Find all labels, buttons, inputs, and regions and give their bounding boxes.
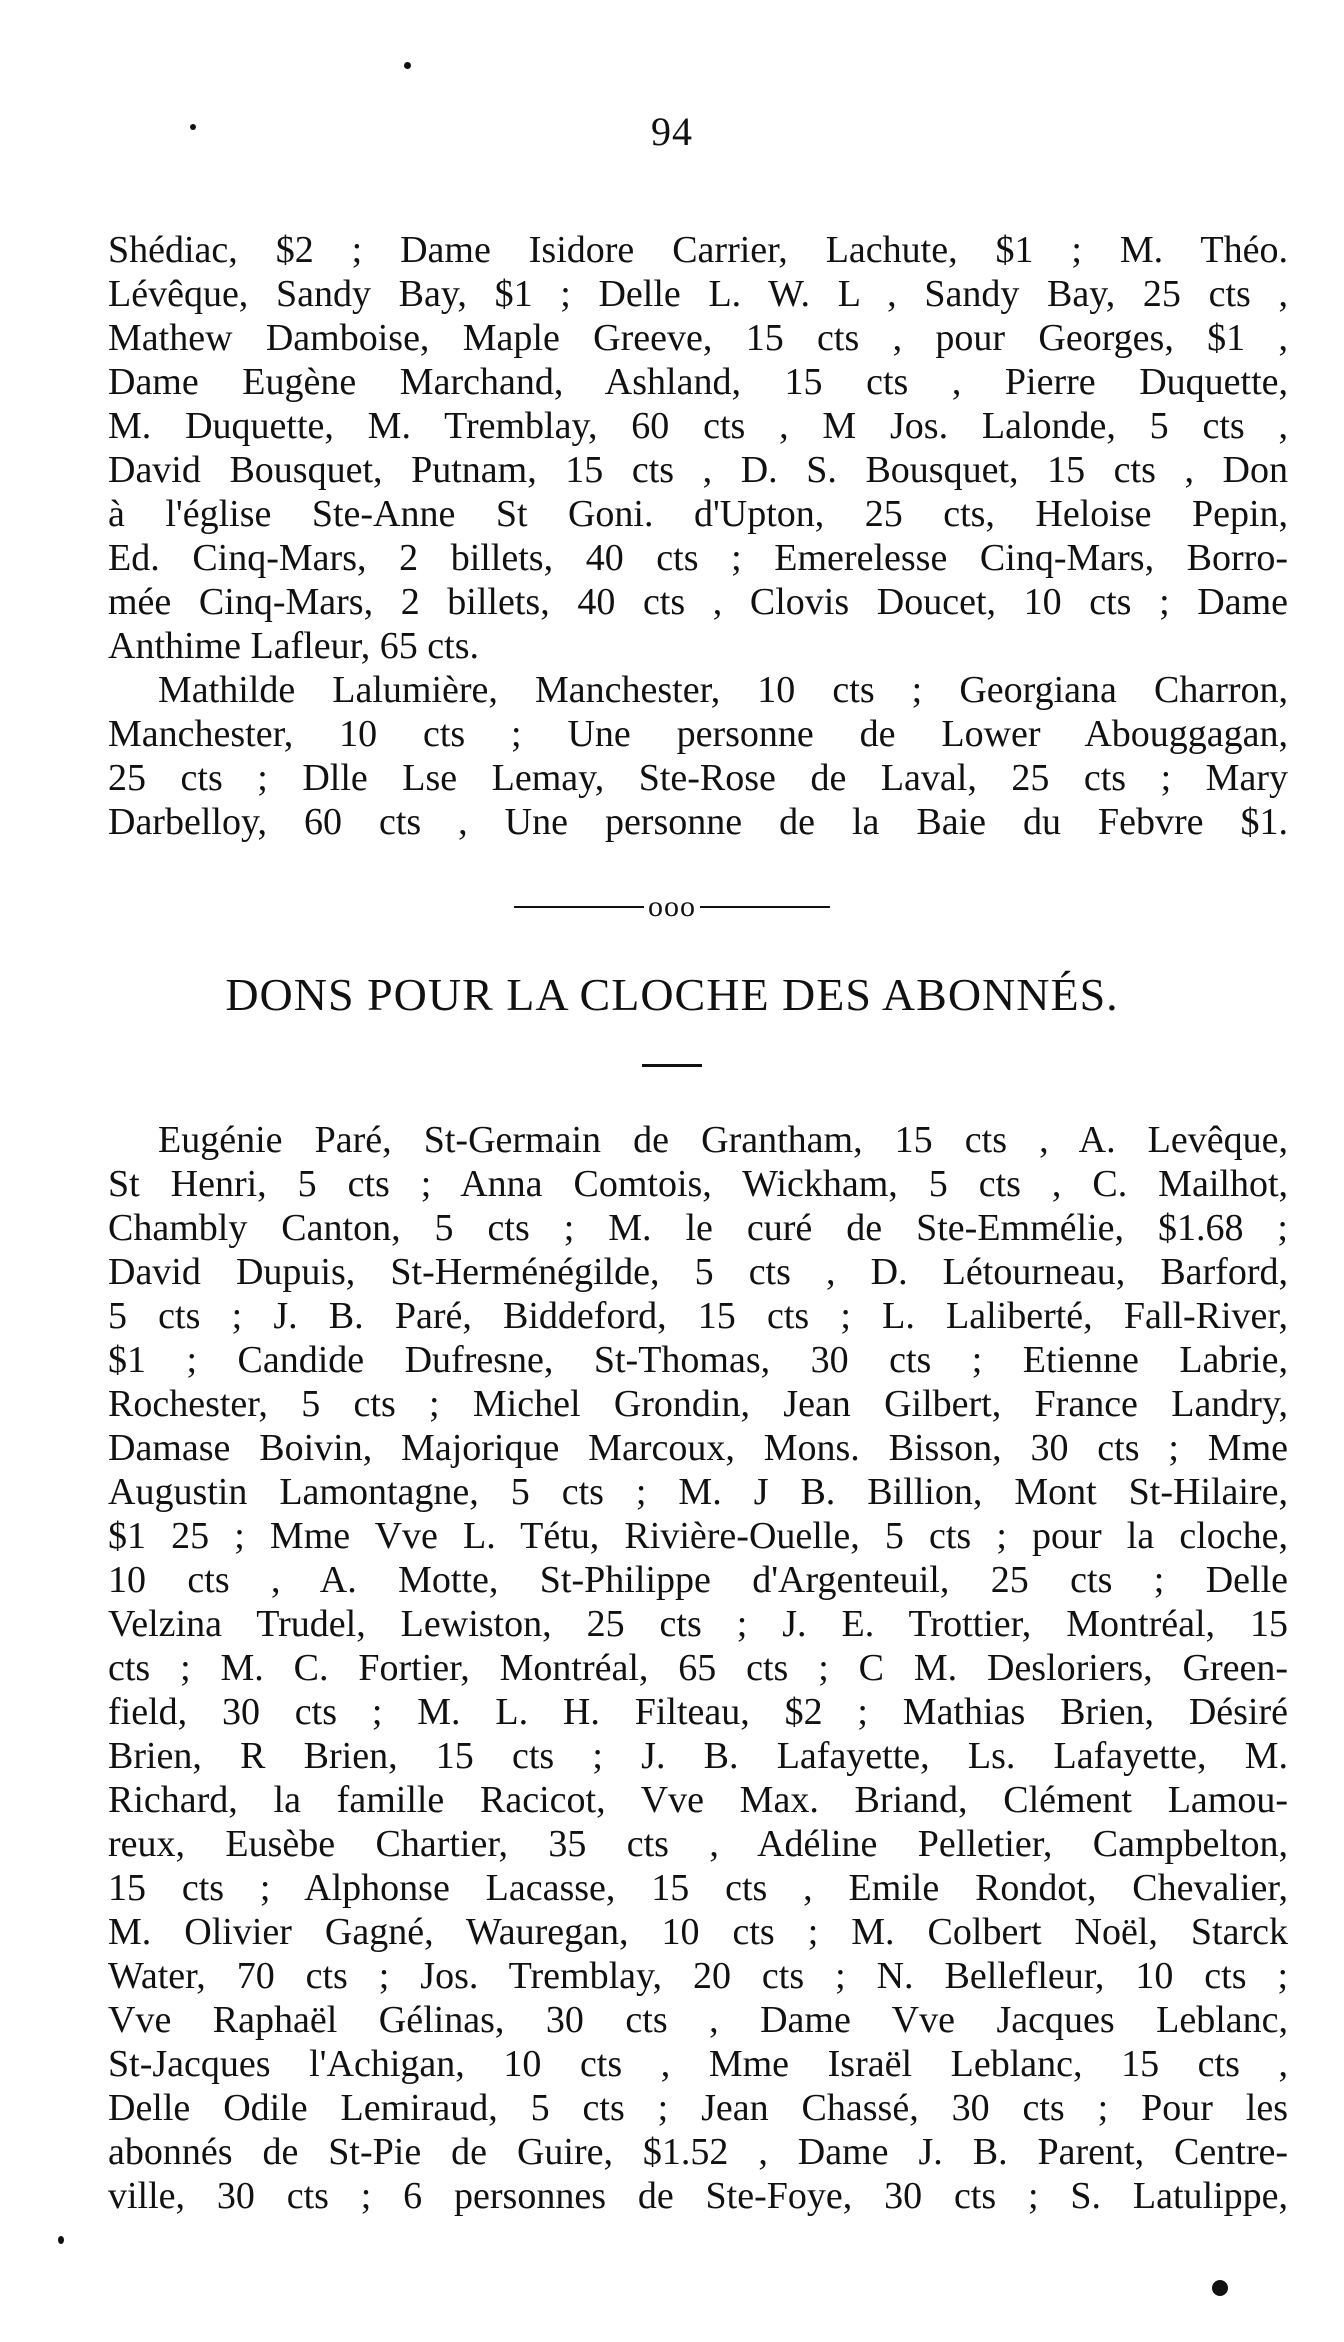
text-line: field, 30 cts ; M. L. H. Filteau, $2 ; Mathias Brien, Désiré	[108, 1691, 1288, 1733]
text-line: abonnés de St-Pie de Guire, $1.52 , Dame J. B. Parent, Centre-	[108, 2131, 1288, 2173]
subscribers-bell-donations	[108, 1118, 1288, 2218]
text-line: $1 25 ; Mme Vve L. Tétu, Rivière-Ouelle, 5 cts ; pour la cloche,	[108, 1515, 1288, 1557]
text-line: Chambly Canton, 5 cts ; M. le curé de Ste-Emmélie, $1.68 ;	[108, 1207, 1288, 1249]
separator-rule-left	[514, 906, 644, 908]
donations-list-continued	[108, 228, 1288, 844]
text-line: 15 cts ; Alphonse Lacasse, 15 cts , Emile Rondot, Chevalier,	[108, 1867, 1288, 1909]
text-line: Lévêque, Sandy Bay, $1 ; Delle L. W. L , Sandy Bay, 25 cts ,	[108, 273, 1288, 315]
text-line: Mathilde Lalumière, Manchester, 10 cts ; Georgiana Charron,	[158, 669, 1288, 711]
text-line: Eugénie Paré, St-Germain de Grantham, 15 cts , A. Levêque,	[158, 1119, 1288, 1161]
text-line: Shédiac, $2 ; Dame Isidore Carrier, Lachute, $1 ; M. Théo.	[108, 229, 1288, 271]
separator-mark: ooo	[648, 890, 696, 924]
text-line: Vve Raphaël Gélinas, 30 cts , Dame Vve Jacques Leblanc,	[108, 1999, 1288, 2041]
text-line: Augustin Lamontagne, 5 cts ; M. J B. Billion, Mont St-Hilaire,	[108, 1471, 1288, 1513]
text-line: Damase Boivin, Majorique Marcoux, Mons. Bisson, 30 cts ; Mme	[108, 1427, 1288, 1469]
text-line: St-Jacques l'Achigan, 10 cts , Mme Israël Leblanc, 15 cts ,	[108, 2043, 1288, 2085]
text-line: $1 ; Candide Dufresne, St-Thomas, 30 cts ; Etienne Labrie,	[108, 1339, 1288, 1381]
text-line: ville, 30 cts ; 6 personnes de Ste-Foye, 30 cts ; S. Latulippe,	[108, 2175, 1288, 2217]
page-number: 94	[651, 109, 693, 154]
separator-rule-right	[700, 906, 830, 908]
title-underline-dash	[642, 1064, 702, 1067]
text-line: cts ; M. C. Fortier, Montréal, 65 cts ; C M. Desloriers, Green-	[108, 1647, 1288, 1689]
ink-speck	[58, 2236, 64, 2244]
text-line: 5 cts ; J. B. Paré, Biddeford, 15 cts ; L. Laliberté, Fall-River,	[108, 1295, 1288, 1337]
text-line: 10 cts , A. Motte, St-Philippe d'Argenteuil, 25 cts ; Delle	[108, 1559, 1288, 1601]
text-line: David Dupuis, St-Herménégilde, 5 cts , D. Létourneau, Barford,	[108, 1251, 1288, 1293]
section-separator	[0, 888, 1344, 924]
text-line: Anthime Lafleur, 65 cts.	[108, 625, 479, 667]
text-line: Ed. Cinq-Mars, 2 billets, 40 cts ; Emerelesse Cinq-Mars, Borro-	[108, 537, 1288, 579]
text-line: Richard, la famille Racicot, Vve Max. Briand, Clément Lamou-	[108, 1779, 1288, 1821]
text-line: 25 cts ; Dlle Lse Lemay, Ste-Rose de Laval, 25 cts ; Mary	[108, 757, 1288, 799]
text-line: à l'église Ste-Anne St Goni. d'Upton, 25 cts, Heloise Pepin,	[108, 493, 1288, 535]
text-line: Mathew Damboise, Maple Greeve, 15 cts , pour Georges, $1 ,	[108, 317, 1288, 359]
text-line: reux, Eusèbe Chartier, 35 cts , Adéline Pelletier, Campbelton,	[108, 1823, 1288, 1865]
text-line: Dame Eugène Marchand, Ashland, 15 cts , Pierre Duquette,	[108, 361, 1288, 403]
text-line: Darbelloy, 60 cts , Une personne de la Baie du Febvre $1.	[108, 801, 1288, 843]
text-line: Brien, R Brien, 15 cts ; J. B. Lafayette, Ls. Lafayette, M.	[108, 1735, 1288, 1777]
text-line: M. Duquette, M. Tremblay, 60 cts , M Jos. Lalonde, 5 cts ,	[108, 405, 1288, 447]
section-title: DONS POUR LA CLOCHE DES ABONNÉS.	[225, 969, 1119, 1020]
ink-speck	[404, 62, 411, 69]
text-line: St Henri, 5 cts ; Anna Comtois, Wickham, 5 cts , C. Mailhot,	[108, 1163, 1288, 1205]
text-line: Rochester, 5 cts ; Michel Grondin, Jean Gilbert, France Landry,	[108, 1383, 1288, 1425]
ink-speck	[1212, 2280, 1228, 2296]
text-line: Delle Odile Lemiraud, 5 cts ; Jean Chassé, 30 cts ; Pour les	[108, 2087, 1288, 2129]
text-line: M. Olivier Gagné, Wauregan, 10 cts ; M. Colbert Noël, Starck	[108, 1911, 1288, 1953]
text-line: mée Cinq-Mars, 2 billets, 40 cts , Clovis Doucet, 10 cts ; Dame	[108, 581, 1288, 623]
text-line: Water, 70 cts ; Jos. Tremblay, 20 cts ; N. Bellefleur, 10 cts ;	[108, 1955, 1288, 1997]
text-line: David Bousquet, Putnam, 15 cts , D. S. Bousquet, 15 cts , Don	[108, 449, 1288, 491]
text-line: Velzina Trudel, Lewiston, 25 cts ; J. E. Trottier, Montréal, 15	[108, 1603, 1288, 1645]
text-line: Manchester, 10 cts ; Une personne de Lower Abouggagan,	[108, 713, 1288, 755]
